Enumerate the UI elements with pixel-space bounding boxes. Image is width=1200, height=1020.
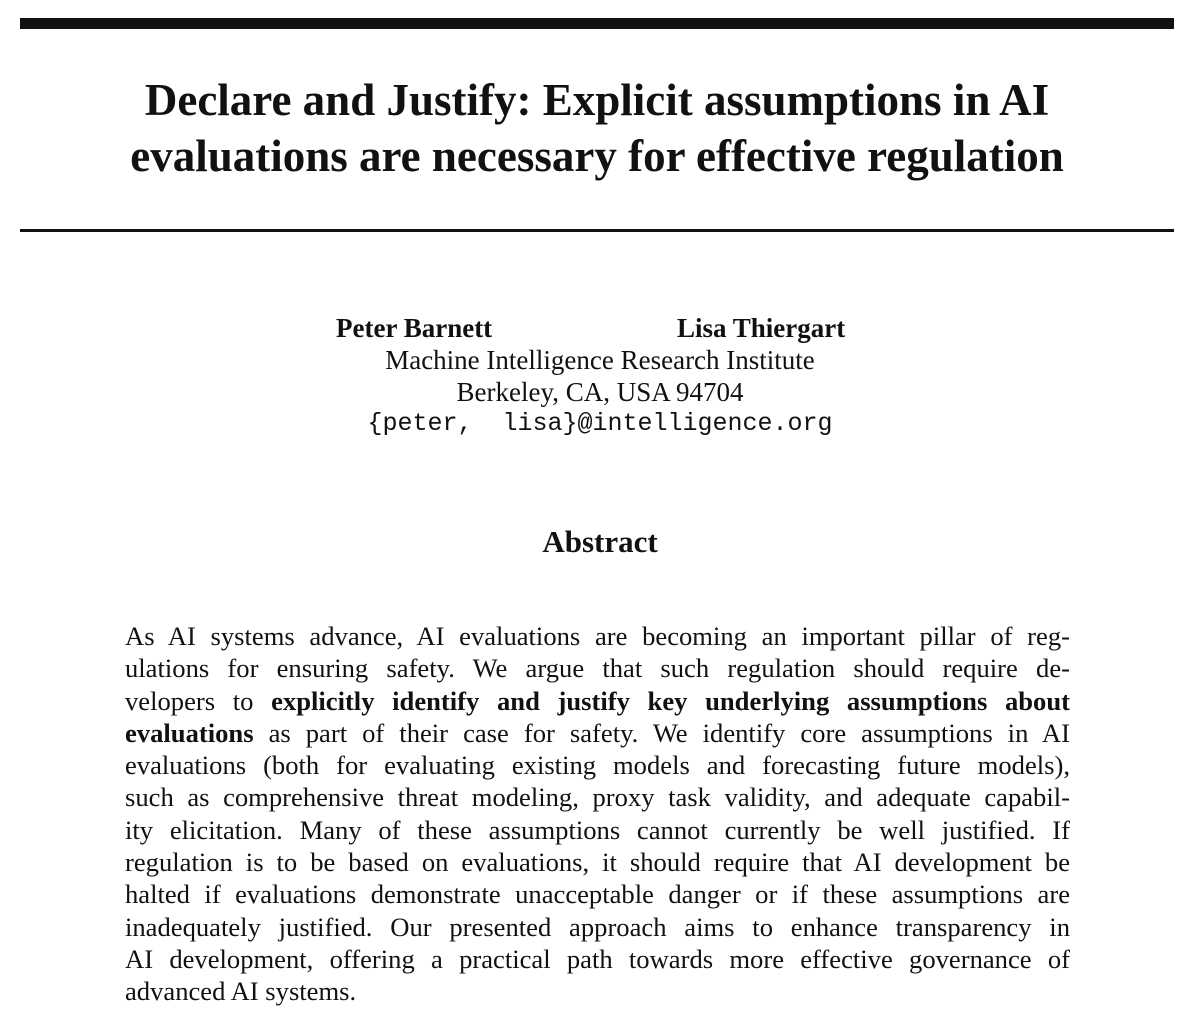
- abstract-line: [125, 975, 1070, 1007]
- author-name-2: Lisa Thiergart: [677, 313, 846, 343]
- abstract-line: [125, 846, 1070, 878]
- abstract-text: ity elicitation. Many of these assumptions cannot currently be well justified. If: [125, 814, 1070, 845]
- author-address: Berkeley, CA, USA 94704: [456, 377, 744, 407]
- author-affiliation: Machine Intelligence Research Institute: [385, 345, 815, 375]
- abstract-line: [125, 943, 1070, 975]
- abstract-text: such as comprehensive threat modeling, proxy task validity, and adequate capabil-: [125, 782, 1070, 813]
- author-block: [0, 311, 1200, 345]
- abstract-text: as part of their case for safety. We identify core assumptions in AI: [253, 717, 1070, 748]
- abstract-text: inadequately justified. Our presented approach aims to enhance transparency in: [125, 911, 1070, 942]
- abstract-emphasis: evaluations: [125, 717, 254, 748]
- abstract-line: [125, 685, 1070, 717]
- author-email: {peter, lisa}@intelligence.org: [367, 409, 833, 438]
- title-line-1: Declare and Justify: Explicit assumptions in AI: [144, 75, 1050, 125]
- abstract-text: advanced AI systems.: [125, 976, 357, 1007]
- abstract-heading: Abstract: [542, 524, 658, 559]
- abstract-text: As AI systems advance, AI evaluations are becoming an important pillar of reg-: [125, 621, 1070, 651]
- title-line-2: evaluations are necessary for effective regulation: [130, 131, 1064, 181]
- abstract-line: [125, 878, 1070, 910]
- abstract-text: evaluations (both for evaluating existing models and forecasting future models),: [125, 750, 1070, 781]
- paper-title: [20, 72, 1174, 184]
- author-name-1: Peter Barnett: [336, 313, 493, 343]
- abstract-text: AI development, offering a practical path towards more effective governance of: [125, 943, 1070, 974]
- abstract-line: [125, 911, 1070, 943]
- title-top-rule: [20, 18, 1174, 29]
- abstract-line: [125, 749, 1070, 781]
- title-bottom-rule: [20, 229, 1174, 232]
- abstract-text: ulations for ensuring safety. We argue that such regulation should require de-: [125, 653, 1070, 684]
- abstract-text: regulation is to be based on evaluations, it should require that AI development be: [125, 847, 1070, 878]
- abstract-line: [125, 781, 1070, 813]
- abstract-line: [125, 620, 1070, 652]
- abstract-body: [125, 620, 1070, 1008]
- abstract-line: [125, 814, 1070, 846]
- abstract-text: halted if evaluations demonstrate unacceptable danger or if these assumptions are: [125, 879, 1070, 910]
- abstract-line: [125, 652, 1070, 684]
- abstract-text: velopers to: [125, 685, 272, 716]
- abstract-line: [125, 717, 1070, 749]
- abstract-emphasis: explicitly identify and justify key underlying assumptions about: [271, 685, 1070, 716]
